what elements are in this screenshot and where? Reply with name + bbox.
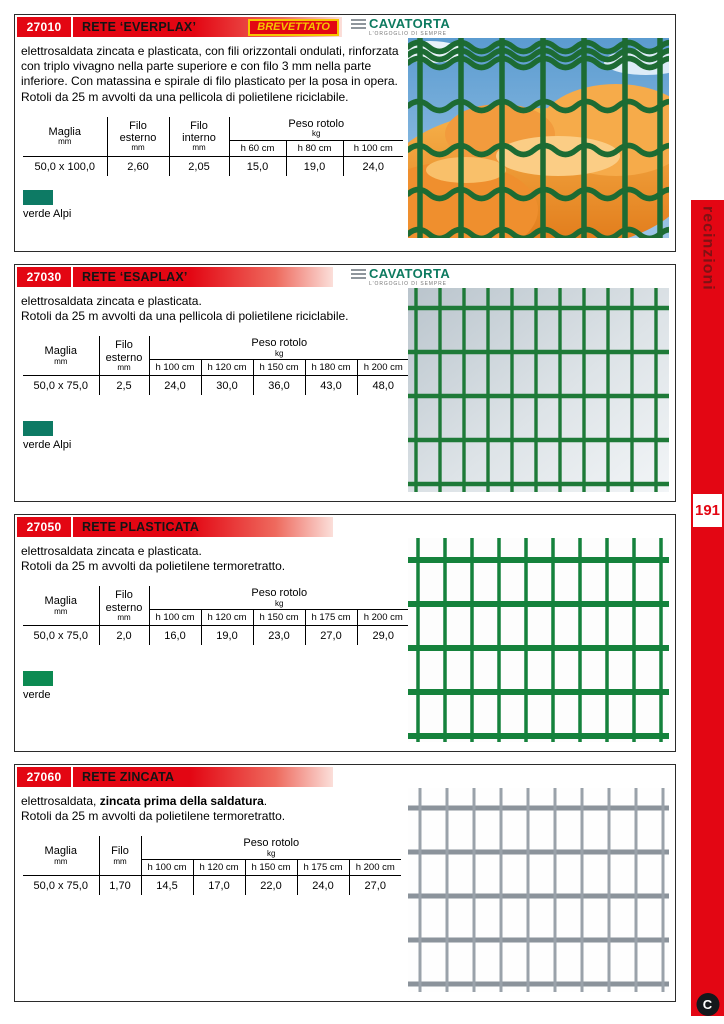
spec-value: 36,0 [253, 376, 305, 396]
spec-value: 30,0 [201, 376, 253, 396]
spec-value: 15,0 [229, 156, 286, 176]
height-col-header: h 80 cm [286, 140, 343, 156]
product-section-zincata [14, 764, 676, 1002]
spec-value: 17,0 [193, 876, 245, 896]
brand-tagline: L'ORGOGLIO DI SEMPRE [369, 281, 447, 287]
height-col-header: h 180 cm [305, 360, 357, 376]
category-tab [691, 200, 724, 492]
product-code: 27050 [17, 517, 71, 537]
product-title: RETE ‘ESAPLAX’ [82, 270, 188, 284]
spec-table [23, 336, 409, 395]
height-col-header: h 100 cm [141, 860, 193, 876]
product-titlebar [73, 517, 333, 537]
spec-value: 29,0 [357, 626, 409, 646]
spec-table [23, 117, 403, 176]
col-header-peso-rotolo: Peso rotolo kg [229, 117, 403, 140]
product-header [17, 267, 673, 287]
cavatorta-mark-icon [351, 269, 366, 281]
spec-value: 50,0 x 75,0 [33, 880, 88, 893]
patent-badge: BREVETTATO [248, 19, 339, 36]
product-titlebar [73, 267, 333, 287]
product-description [21, 44, 409, 105]
col-header-maglia: Maglia mm [23, 117, 107, 156]
col-header-peso-rotolo: Peso rotolo kg [141, 836, 401, 859]
spec-value: 19,0 [201, 626, 253, 646]
spec-value: 43,0 [305, 376, 357, 396]
col-header-filo: Filo mm [99, 836, 141, 875]
product-description [21, 294, 409, 324]
col-header-maglia: Maglia mm [23, 586, 99, 625]
mesh-graysky-graphic [408, 288, 669, 492]
product-photo-zincata [408, 788, 669, 992]
spec-table [23, 836, 401, 895]
category-label: recinzioni [699, 206, 717, 291]
color-swatch [23, 671, 53, 686]
product-description [21, 544, 409, 574]
height-col-header: h 200 cm [357, 610, 409, 626]
col-header-maglia: Maglia mm [23, 836, 99, 875]
spec-value: 50,0 x 75,0 [33, 380, 88, 393]
product-title: RETE ‘EVERPLAX’ [82, 20, 197, 34]
col-header-filo-esterno: Filo esterno mm [99, 336, 149, 375]
product-section-everplax [14, 14, 676, 252]
mesh-sunset-graphic [408, 38, 669, 238]
cavatorta-mark-icon [351, 19, 366, 31]
brand-name: CAVATORTA [369, 16, 451, 31]
color-swatch [23, 190, 53, 205]
catalog-content [14, 14, 676, 1014]
spec-value: 16,0 [149, 626, 201, 646]
brand-name: CAVATORTA [369, 266, 451, 281]
spec-value: 48,0 [357, 376, 409, 396]
table-row [23, 876, 401, 896]
table-row [23, 626, 409, 646]
height-col-header: h 120 cm [201, 610, 253, 626]
height-col-header: h 175 cm [297, 860, 349, 876]
description-line: elettrosaldata zincata e plasticata. [21, 294, 202, 308]
description-line: Rotoli da 25 m avvolti da polietilene termoretratto. [21, 809, 286, 824]
spec-value: 19,0 [286, 156, 343, 176]
page-number: 191 [691, 492, 724, 529]
spec-value: 27,0 [305, 626, 357, 646]
brand-tagline: L'ORGOGLIO DI SEMPRE [369, 31, 447, 37]
description-line: elettrosaldata zincata e plasticata. [21, 544, 202, 558]
cavatorta-logo-text [369, 18, 450, 37]
height-col-header: h 100 cm [149, 360, 201, 376]
side-strip-lower [691, 529, 724, 1016]
cavatorta-c-icon: C [696, 993, 719, 1016]
spec-value: 27,0 [349, 876, 401, 896]
height-col-header: h 200 cm [349, 860, 401, 876]
side-strip [691, 0, 724, 1024]
description-line: elettrosaldata, zincata prima della saldatura. [21, 794, 268, 808]
col-header-filo-interno: Filo interno mm [169, 117, 229, 156]
product-photo-esaplax [408, 288, 669, 492]
cavatorta-logo [351, 18, 450, 37]
col-header-filo-esterno: Filo esterno mm [99, 586, 149, 625]
spec-value: 24,0 [297, 876, 349, 896]
product-photo-everplax [408, 38, 669, 238]
description-line: Rotoli da 25 m avvolti da polietilene termoretratto. [21, 559, 286, 574]
description-line: Rotoli da 25 m avvolti da una pellicola di polietilene riciclabile. [21, 89, 349, 104]
col-header-maglia: Maglia mm [23, 336, 99, 375]
height-col-header: h 200 cm [357, 360, 409, 376]
color-swatch [23, 421, 53, 436]
cavatorta-logo-text [369, 268, 450, 287]
swatch-label: verde Alpi [23, 207, 72, 220]
cavatorta-logo [351, 268, 450, 287]
product-titlebar [73, 767, 333, 787]
table-row [23, 156, 403, 176]
height-col-header: h 150 cm [253, 360, 305, 376]
spec-value: 2,0 [99, 626, 149, 646]
col-header-peso-rotolo: Peso rotolo kg [149, 586, 409, 609]
product-section-esaplax [14, 264, 676, 502]
height-col-header: h 150 cm [253, 610, 305, 626]
product-titlebar [73, 17, 342, 37]
spec-value: 24,0 [149, 376, 201, 396]
spec-value: 22,0 [245, 876, 297, 896]
spec-value: 2,05 [169, 156, 229, 176]
swatch-label: verde Alpi [23, 439, 72, 452]
spec-value: 50,0 x 100,0 [34, 160, 96, 173]
product-title: RETE PLASTICATA [82, 520, 200, 534]
mesh-zinc-graphic [408, 788, 669, 992]
col-header-peso-rotolo: Peso rotolo kg [149, 336, 409, 359]
spec-value: 23,0 [253, 626, 305, 646]
product-header [17, 767, 673, 787]
product-code: 27030 [17, 267, 71, 287]
description-line: Rotoli da 25 m avvolti da una pellicola di polietilene riciclabile. [21, 309, 349, 324]
product-photo-plasticata [408, 538, 669, 742]
product-description [21, 794, 409, 824]
height-col-header: h 175 cm [305, 610, 357, 626]
spec-value: 1,70 [99, 876, 141, 896]
height-col-header: h 120 cm [193, 860, 245, 876]
height-col-header: h 100 cm [343, 140, 403, 156]
product-title: RETE ZINCATA [82, 770, 175, 784]
spec-table [23, 586, 409, 645]
product-code: 27010 [17, 17, 71, 37]
height-col-header: h 150 cm [245, 860, 297, 876]
spec-value: 2,60 [107, 156, 169, 176]
height-col-header: h 120 cm [201, 360, 253, 376]
mesh-green-graphic [408, 538, 669, 742]
spec-value: 14,5 [141, 876, 193, 896]
product-header [17, 17, 673, 37]
spec-value: 24,0 [343, 156, 403, 176]
height-col-header: h 100 cm [149, 610, 201, 626]
product-code: 27060 [17, 767, 71, 787]
description-line: elettrosaldata zincata e plasticata, con fili orizzontali ondulati, rinforzata con triplo vivagno nella parte superiore e con filo 3 mm nella parte inferiore. Con matassina e spirale di filo plasticato per la posa in opera. [21, 44, 399, 89]
swatch-label: verde [23, 689, 51, 702]
table-row [23, 376, 409, 396]
product-section-plasticata [14, 514, 676, 752]
height-col-header: h 60 cm [229, 140, 286, 156]
product-header [17, 517, 673, 537]
col-header-filo-esterno: Filo esterno mm [107, 117, 169, 156]
spec-value: 2,5 [99, 376, 149, 396]
spec-value: 50,0 x 75,0 [33, 630, 88, 643]
